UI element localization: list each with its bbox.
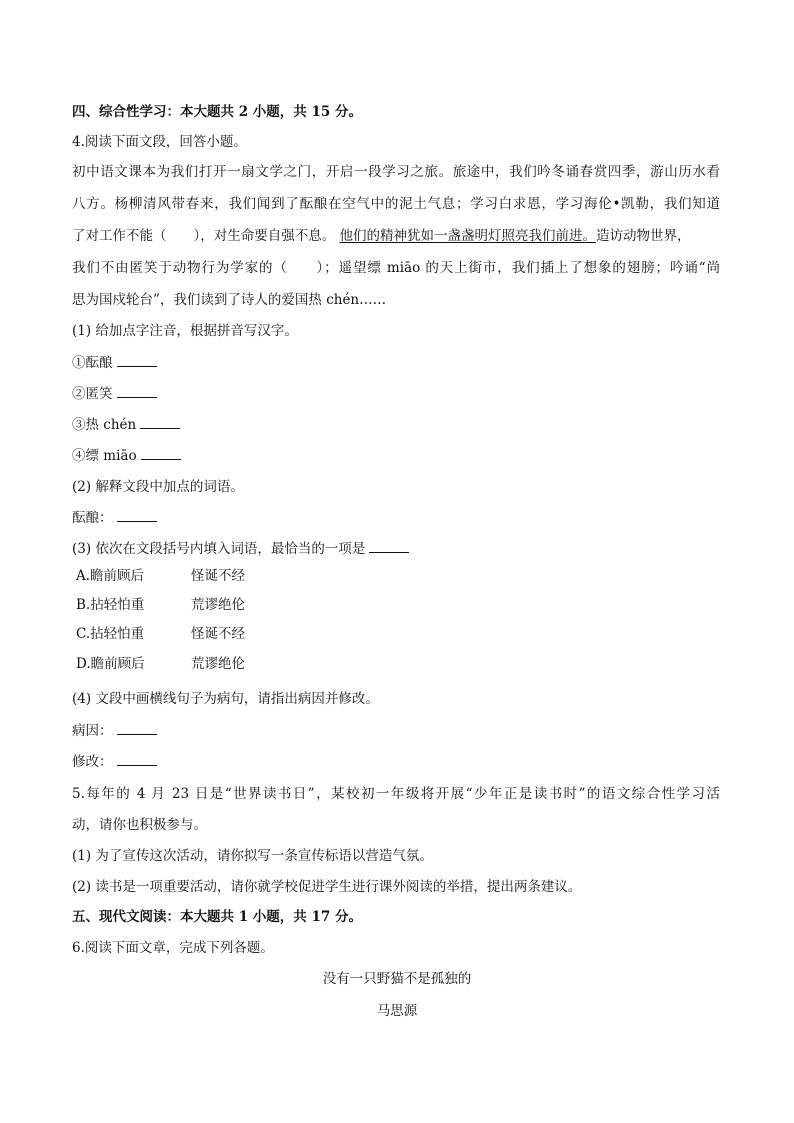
passage-line-4-text: 我们不由匿笑于动物行为学家的（ ）；遥望缥 miāo 的天上街市，我们插上了想象的翅膀；吟诵“尚	[72, 260, 720, 276]
q5-sub1: (1) 为了宣传这次活动，请你拟写一条宣传标语以营造气氛。	[72, 848, 433, 864]
q6-stem: 6.阅读下面文章，完成下列各题。	[72, 940, 274, 956]
passage-line-3-before: 了对工作不能（ ），对生命要自强不息。	[72, 228, 336, 244]
q4-sub2-prompt: (2) 解释文段中加点的词语。	[72, 479, 244, 495]
passage-line-2	[72, 194, 720, 214]
option-c[interactable]	[76, 624, 245, 644]
passage-line-1-text: 初中语文课本为我们打开一扇文学之门，开启一段学习之旅。旅途中，我们吟冬诵春赏四季，游山历水看	[72, 164, 720, 180]
prompt-text: (3) 依次在文段括号内填入词语，最恰当的一项是	[72, 541, 366, 557]
item-label: ④缥 miāo	[72, 448, 137, 464]
option-word-2: 怪诞不经	[191, 568, 245, 584]
answer-label: 酝酿：	[72, 510, 113, 526]
passage-line-1	[72, 162, 720, 182]
section-5-score: 本大题共 1 小题，共 17 分。	[180, 909, 362, 925]
q4-sub4-prompt: (4) 文段中画横线句子为病句，请指出病因并修改。	[72, 691, 379, 707]
q4-sub2-answer	[72, 508, 157, 528]
answer-blank[interactable]	[369, 540, 409, 553]
q4-sub1-item-1	[72, 353, 157, 373]
answer-blank[interactable]	[117, 753, 157, 766]
section-5-title: 五、现代文阅读：	[72, 909, 180, 925]
q5-sub2: (2) 读书是一项重要活动，请你就学校促进学生进行课外阅读的举措，提出两条建议。	[72, 879, 582, 895]
option-a[interactable]	[76, 566, 245, 586]
passage-line-4	[72, 258, 720, 278]
q4-sub1-item-2	[72, 384, 157, 404]
answer-blank[interactable]	[117, 722, 157, 735]
q4-sub1-prompt: (1) 给加点字注音，根据拼音写汉字。	[72, 323, 298, 339]
q4-stem: 4.阅读下面文段，回答小题。	[72, 134, 247, 150]
q4-sub4-reason	[72, 721, 157, 741]
q4-sub4-fix	[72, 752, 157, 772]
answer-label: 修改：	[72, 754, 113, 770]
section-4-header	[72, 102, 362, 122]
passage-line-2-text: 八方。杨柳清风带春来，我们闻到了酝酿在空气中的泥土气息；学习白求恩，学习海伦•凯勒，我们知道	[72, 196, 720, 212]
section-4-score: 本大题共 2 小题，共 15 分。	[180, 104, 362, 120]
answer-blank[interactable]	[117, 509, 157, 522]
option-b[interactable]	[76, 595, 245, 615]
passage-line-3-after: 造访动物世界，	[596, 228, 691, 244]
item-label: ①酝酿	[72, 355, 113, 371]
option-word-1: C.拈轻怕重	[76, 626, 145, 642]
q4-sub1-item-4	[72, 446, 181, 466]
item-label: ②匿笑	[72, 386, 113, 402]
answer-label: 病因：	[72, 723, 113, 739]
answer-blank[interactable]	[140, 416, 180, 429]
q4-sub3-prompt	[72, 539, 409, 559]
option-d[interactable]	[76, 654, 245, 674]
q5-stem-line-1-text: 5.每年的 4 月 23 日是“世界读书日”，某校初一年级将开展“少年正是读书时”的语文综合性学习活	[72, 786, 720, 802]
answer-blank[interactable]	[117, 385, 157, 398]
option-word-1: B.拈轻怕重	[76, 597, 145, 613]
passage-line-5: 思为国戍轮台”，我们读到了诗人的爱国热 chén……	[72, 292, 387, 308]
q4-sub1-item-3	[72, 415, 180, 435]
option-word-2: 荒谬绝伦	[191, 656, 245, 672]
q5-stem-line-1	[72, 784, 720, 804]
article-title: 没有一只野猫不是孤独的	[322, 971, 472, 987]
section-5-header	[72, 907, 362, 927]
item-label: ③热 chén	[72, 417, 137, 433]
option-word-1: A.瞻前顾后	[76, 568, 145, 584]
article-author: 马思源	[376, 1003, 418, 1019]
option-word-2: 荒谬绝伦	[191, 597, 245, 613]
section-4-title: 四、综合性学习：	[72, 104, 180, 120]
option-word-1: D.瞻前顾后	[76, 656, 145, 672]
answer-blank[interactable]	[141, 447, 181, 460]
answer-blank[interactable]	[117, 354, 157, 367]
passage-line-3	[72, 226, 691, 246]
q5-stem-line-2: 动，请你也积极参与。	[72, 817, 207, 833]
sick-sentence: 他们的精神犹如一盏盏明灯照亮我们前进。	[339, 228, 597, 244]
option-word-2: 怪诞不经	[191, 626, 245, 642]
